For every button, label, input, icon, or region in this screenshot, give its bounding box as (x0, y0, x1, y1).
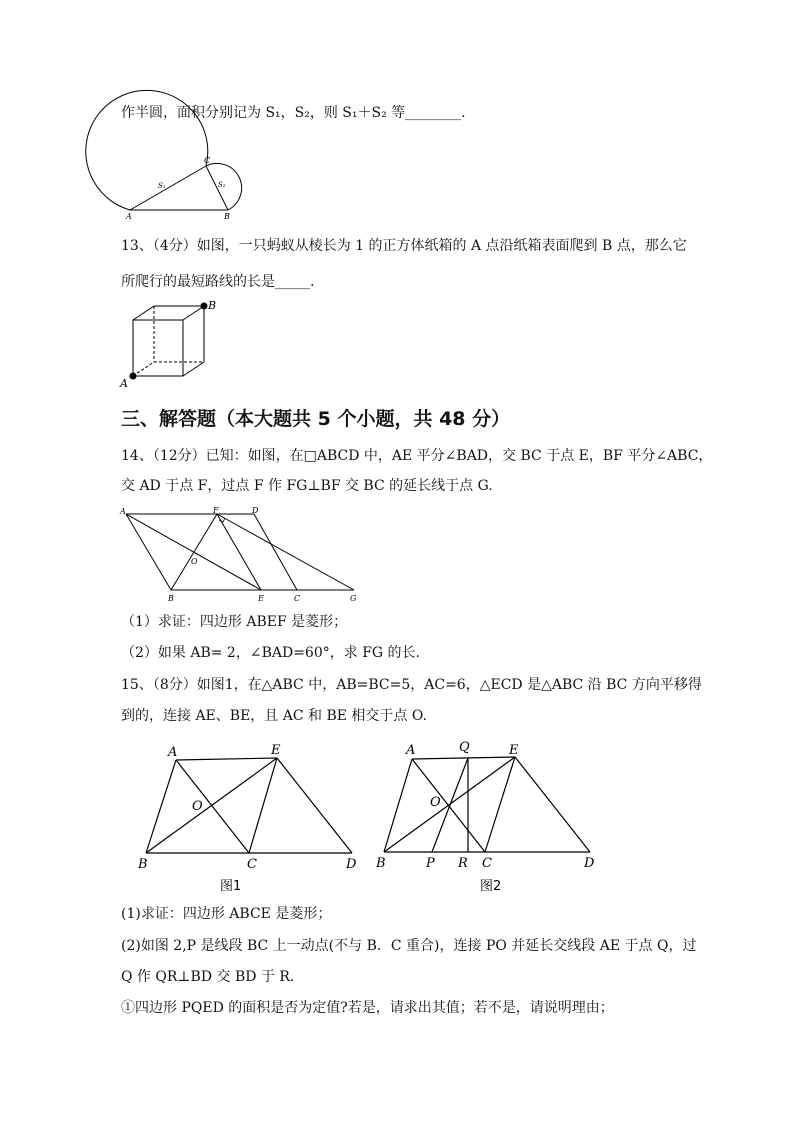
q14-line2: 交 AD 于点 F，过点 F 作 FG⊥BF 交 BC 的延长线于点 G. (121, 478, 493, 494)
figure-q12 (120, 140, 270, 222)
q13-line1: 13、（4分）如图，一只蚂蚁从棱长为 1 的正方体纸箱的 A 点沿纸箱表面爬到 B 点，那么它 (121, 238, 687, 254)
fig15a-label-a: A (168, 745, 178, 760)
q15-sub2a: (2)如图 2,P 是线段 BC 上一动点(不与 B．C 重合)，连接 PO 并延长交线段 AE 于点 Q，过 (121, 938, 697, 954)
fig14-label-g: G (350, 594, 357, 603)
q14-sub2: （2）如果 AB= 2，∠BAD=60°，求 FG 的长. (121, 645, 420, 661)
fig12-label-s2: S₂ (218, 181, 226, 189)
q12-text: 作半圆，面积分别记为 S₁，S₂，则 S₁＋S₂ 等________. (121, 105, 466, 121)
q15-sub2b: Q 作 QR⊥BD 交 BD 于 R. (121, 969, 295, 985)
fig14-label-d: D (252, 506, 259, 515)
fig14-label-f: F (213, 506, 219, 515)
q15-line1: 15、（8分）如图1，在△ABC 中，AB=BC=5，AC=6，△ECD 是△ABC 沿 BC 方向平移得 (121, 677, 702, 693)
fig15b-label-q: Q (459, 740, 470, 755)
fig14-label-b: B (168, 594, 174, 603)
q14-sub1: （1）求证：四边形 ABEF 是菱形； (121, 614, 348, 630)
fig15a-label-e: E (271, 743, 281, 758)
q15-sub2c: ①四边形 PQED 的面积是否为定值?若是，请求出其值；若不是，请说明理由； (121, 1000, 614, 1016)
q14-line1: 14、（12分）已知：如图，在□ABCD 中，AE 平分∠BAD，交 BC 于点 E，BF 平分∠ABC， (121, 448, 713, 464)
fig14-label-c: C (294, 594, 301, 603)
fig14-label-e: E (258, 594, 264, 603)
figure-q15-2 (370, 738, 610, 896)
fig15a-label-b: B (138, 857, 148, 872)
fig15b-label-c: C (482, 856, 492, 871)
fig12-label-c: C (204, 156, 211, 165)
figure-q15-1 (130, 738, 370, 896)
fig15a-caption: 图1 (220, 879, 242, 894)
q13-line2: 所爬行的最短路线的长是_____. (121, 274, 315, 290)
fig15b-label-o: O (430, 795, 441, 810)
fig15b-label-a: A (406, 743, 416, 758)
fig12-label-b: B (224, 212, 230, 221)
fig15b-label-b: B (376, 856, 386, 871)
fig14-label-a: A (120, 507, 126, 516)
fig15b-label-r: R (458, 856, 468, 871)
fig12-label-s1: S₁ (158, 182, 166, 190)
fig15a-label-d: D (346, 857, 357, 872)
fig15a-label-o: O (192, 799, 203, 814)
section-3-title: 三、解答题（本大题共 5 个小题，共 48 分） (121, 408, 511, 430)
fig15b-label-d: D (584, 856, 595, 871)
fig13-label-b: B (208, 299, 217, 312)
figure-q13-cube (118, 298, 228, 390)
fig15a-label-c: C (247, 857, 257, 872)
fig15b-label-e: E (509, 743, 519, 758)
fig15b-caption: 图2 (480, 879, 502, 894)
q15-line2: 到的，连接 AE、BE，且 AC 和 BE 相交于点 O. (121, 708, 427, 724)
fig13-label-a: A (120, 377, 128, 390)
fig15b-label-p: P (426, 856, 435, 871)
fig14-label-o: O (191, 557, 198, 566)
q15-sub1: (1)求证：四边形 ABCE 是菱形； (121, 906, 332, 922)
fig12-label-a: A (126, 212, 132, 221)
figure-q14 (118, 504, 368, 606)
